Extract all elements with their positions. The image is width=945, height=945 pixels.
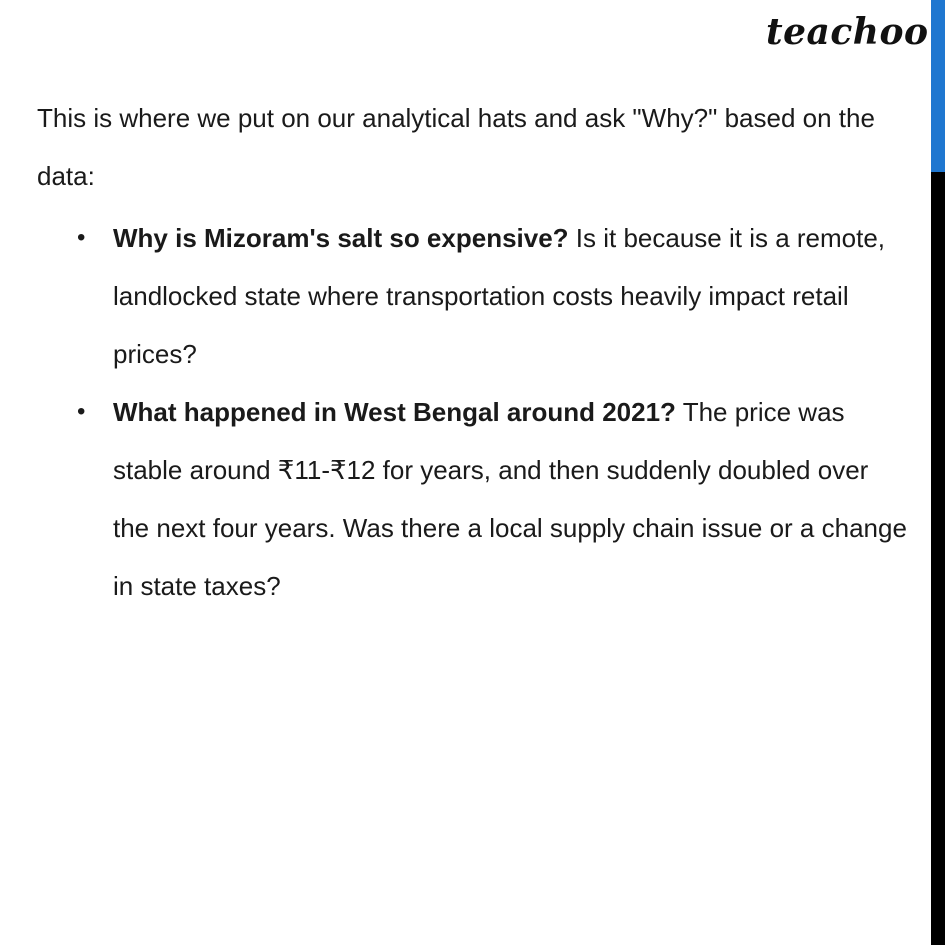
- teachoo-logo: teachoo: [766, 11, 929, 53]
- bullet-text: Is it because it is a remote, landlocked state where transportation costs heavily impact retail prices?: [113, 223, 886, 369]
- bullet-question: What happened in West Bengal around 2021?: [113, 397, 676, 427]
- scrollbar-track[interactable]: [931, 0, 945, 945]
- list-item: [37, 383, 907, 615]
- bullet-icon: •: [77, 224, 86, 251]
- bullet-icon: •: [77, 398, 86, 425]
- scrollbar-thumb[interactable]: [931, 0, 945, 172]
- bullet-text: The price was stable around ₹11-₹12 for years, and then suddenly doubled over the next four years. Was there a local supply chain issue or a change in state taxes?: [113, 397, 907, 601]
- slide-content: [37, 89, 927, 615]
- list-item: [37, 209, 907, 383]
- question-list: [37, 209, 927, 615]
- bullet-question: Why is Mizoram's salt so expensive?: [113, 223, 569, 253]
- intro-paragraph: This is where we put on our analytical hats and ask "Why?" based on the data:: [37, 103, 875, 191]
